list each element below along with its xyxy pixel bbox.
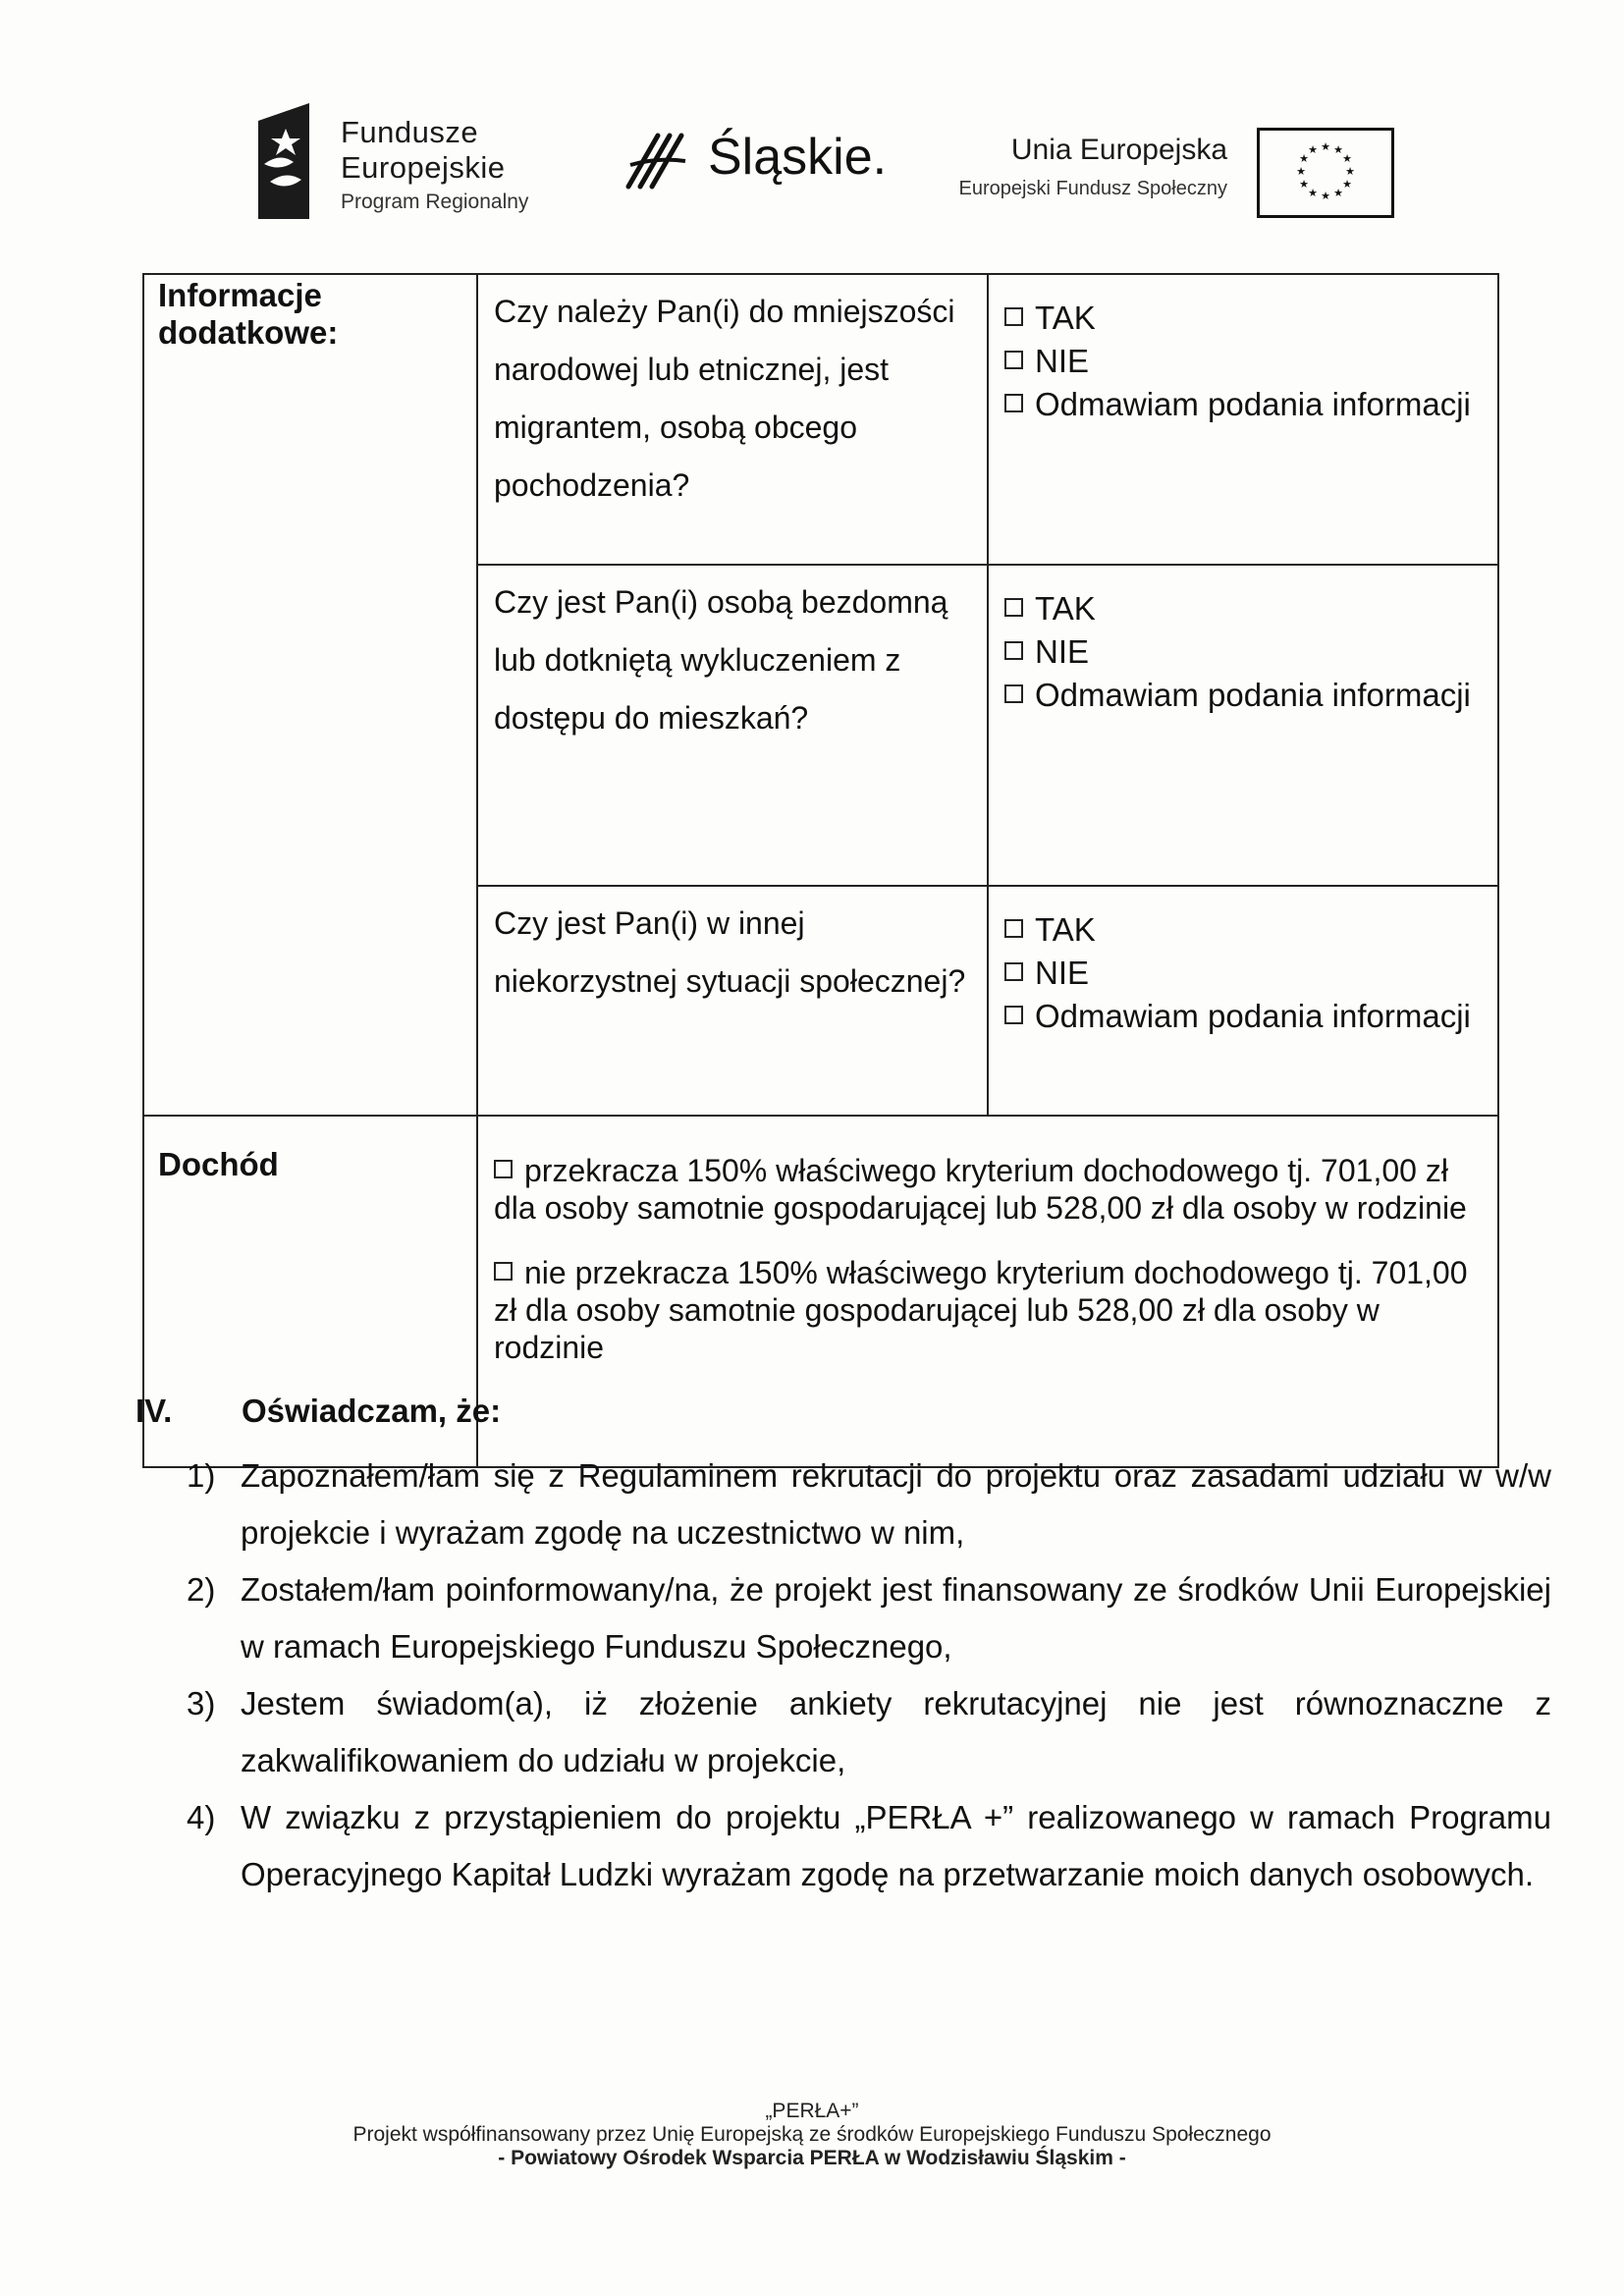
svg-text:★: ★ xyxy=(1342,152,1352,165)
options-homeless xyxy=(988,565,1498,886)
list-item xyxy=(187,1561,1551,1675)
ue-logo-title: Unia Europejska xyxy=(1010,134,1227,166)
list-item xyxy=(187,1675,1551,1789)
option-refuse-label: Odmawiam podania informacji xyxy=(1035,386,1471,422)
income-option-not-exceeds-text: nie przekracza 150% właściwego kryterium dochodowego tj. 701,00 zł dla osoby samotnie gospodarującej lub 528,00 zł dla osoby w rodzinie xyxy=(494,1255,1468,1365)
svg-text:★: ★ xyxy=(1333,187,1343,199)
checkbox[interactable] xyxy=(494,1160,513,1178)
section-number: IV. xyxy=(135,1393,173,1429)
fe-logo-line1: Fundusze xyxy=(341,115,479,149)
list-item xyxy=(187,1789,1551,1903)
option-yes-label: TAK xyxy=(1035,590,1096,627)
option-yes[interactable] xyxy=(1004,587,1482,630)
svg-text:★: ★ xyxy=(1321,140,1330,153)
item-text: Zapoznałem/łam się z Regulaminem rekrutacji do projektu oraz zasadami udziału w w/w projekcie i wyrażam zgodę na uczestnictwo w nim, xyxy=(241,1457,1551,1551)
item-text: Zostałem/łam poinformowany/na, że projekt jest finansowany ze środków Unii Europejskiej w ramach Europejskiego Funduszu Społecznego, xyxy=(241,1571,1551,1665)
checkbox[interactable] xyxy=(1004,307,1023,326)
checkbox[interactable] xyxy=(1004,962,1023,981)
fundusze-europejskie-logo xyxy=(250,103,545,221)
list-item xyxy=(187,1448,1551,1561)
option-refuse-label: Odmawiam podania informacji xyxy=(1035,998,1471,1034)
svg-text:★: ★ xyxy=(1299,178,1309,191)
footer-center-name: - Powiatowy Ośrodek Wsparcia PERŁA w Wodzisławiu Śląskim - xyxy=(498,2147,1126,2169)
fundusze-europejskie-emblem-icon xyxy=(250,103,321,219)
income-option-exceeds-text: przekracza 150% właściwego kryterium dochodowego tj. 701,00 zł dla osoby samotnie gospodarującej lub 528,00 zł dla osoby w rodzinie xyxy=(494,1153,1467,1226)
income-label: Dochód xyxy=(143,1116,477,1467)
svg-text:★: ★ xyxy=(1333,143,1343,156)
item-text: Jestem świadom(a), iż złożenie ankiety rekrutacyjnej nie jest równoznaczne z zakwalifikowaniem do udziału w projekcie, xyxy=(241,1685,1551,1778)
item-number: 2) xyxy=(187,1571,216,1608)
slaskie-logo xyxy=(624,126,919,194)
income-option-exceeds[interactable] xyxy=(494,1152,1482,1227)
options-minority xyxy=(988,274,1498,565)
svg-text:★: ★ xyxy=(1345,165,1355,178)
checkbox[interactable] xyxy=(1004,598,1023,617)
option-no[interactable] xyxy=(1004,952,1482,995)
eu-flag-icon xyxy=(1257,128,1394,218)
slaskie-logo-text: Śląskie. xyxy=(708,129,888,186)
option-no-label: NIE xyxy=(1035,343,1090,379)
checkbox[interactable] xyxy=(1004,684,1023,703)
item-number: 3) xyxy=(187,1685,216,1722)
question-minority: Czy należy Pan(i) do mniejszości narodowej lub etnicznej, jest migrantem, osobą obcego pochodzenia? xyxy=(477,274,988,565)
additional-info-label: Informacje dodatkowe: xyxy=(143,274,477,1116)
svg-text:★: ★ xyxy=(1308,143,1318,156)
checkbox[interactable] xyxy=(1004,919,1023,938)
item-number: 1) xyxy=(187,1457,216,1494)
options-other-situation xyxy=(988,886,1498,1116)
option-no[interactable] xyxy=(1004,630,1482,674)
fe-logo-line3: Program Regionalny xyxy=(341,191,529,213)
option-refuse[interactable] xyxy=(1004,674,1482,717)
svg-text:★: ★ xyxy=(1299,152,1309,165)
footer-project-name: „PERŁA+” xyxy=(765,2100,859,2122)
option-yes-label: TAK xyxy=(1035,911,1096,948)
option-yes[interactable] xyxy=(1004,908,1482,952)
option-refuse[interactable] xyxy=(1004,995,1482,1038)
option-refuse[interactable] xyxy=(1004,383,1482,426)
svg-text:★: ★ xyxy=(1321,190,1330,202)
checkbox[interactable] xyxy=(494,1262,513,1281)
question-other-situation: Czy jest Pan(i) w innej niekorzystnej sytuacji społecznej? xyxy=(477,886,988,1116)
checkbox[interactable] xyxy=(1004,641,1023,660)
option-yes-label: TAK xyxy=(1035,300,1096,336)
svg-text:★: ★ xyxy=(1308,187,1318,199)
slaskie-stripes-icon xyxy=(624,132,693,191)
declaration-heading-text: Oświadczam, że: xyxy=(242,1393,502,1429)
checkbox[interactable] xyxy=(1004,394,1023,412)
income-options xyxy=(477,1116,1498,1467)
option-no[interactable] xyxy=(1004,340,1482,383)
questionnaire-table xyxy=(142,273,1499,1468)
ue-logo-subtitle: Europejski Fundusz Społeczny xyxy=(958,178,1227,199)
declaration-heading xyxy=(135,1393,501,1430)
option-no-label: NIE xyxy=(1035,633,1090,670)
table-row xyxy=(143,274,1498,565)
item-text: W związku z przystąpieniem do projektu „PERŁA +” realizowanego w ramach Programu Operacyjnego Kapitał Ludzki wyrażam zgodę na przetwarzanie moich danych osobowych. xyxy=(241,1799,1551,1892)
option-refuse-label: Odmawiam podania informacji xyxy=(1035,677,1471,713)
declaration-list xyxy=(187,1448,1551,1903)
svg-text:★: ★ xyxy=(1296,165,1306,178)
item-number: 4) xyxy=(187,1799,216,1835)
footer-cofinance-text: Projekt współfinansowany przez Unię Europejską ze środków Europejskiego Funduszu Społecznego xyxy=(352,2123,1272,2146)
income-option-not-exceeds[interactable] xyxy=(494,1254,1482,1366)
page-footer xyxy=(0,2100,1624,2170)
fe-logo-line2: Europejskie xyxy=(341,150,506,185)
option-no-label: NIE xyxy=(1035,955,1090,991)
unia-europejska-logo xyxy=(943,128,1404,226)
question-homeless: Czy jest Pan(i) osobą bezdomną lub dotkniętą wykluczeniem z dostępu do mieszkań? xyxy=(477,565,988,886)
checkbox[interactable] xyxy=(1004,1006,1023,1024)
option-yes[interactable] xyxy=(1004,297,1482,340)
svg-text:★: ★ xyxy=(1342,178,1352,191)
checkbox[interactable] xyxy=(1004,351,1023,369)
